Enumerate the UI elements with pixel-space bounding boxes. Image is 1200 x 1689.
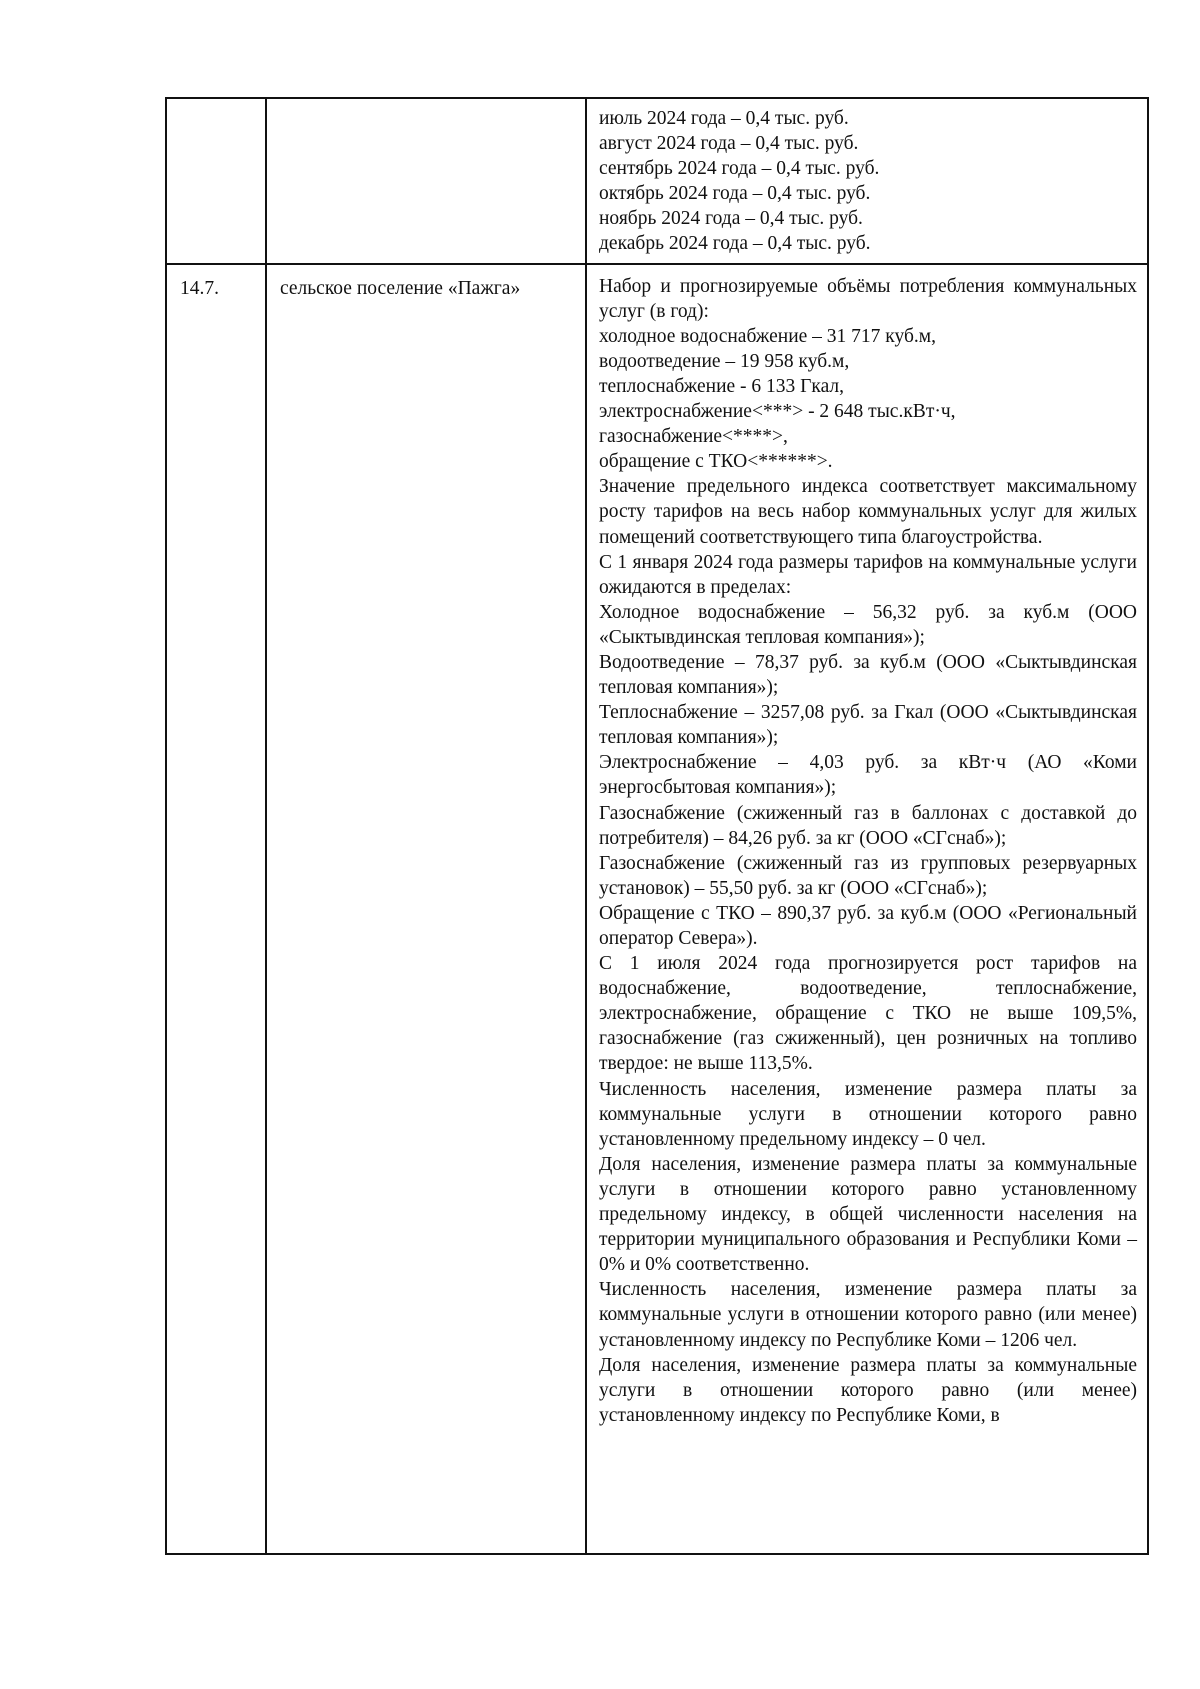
paragraph: Газоснабжение (сжиженный газ из групповых резервуарных установок) – 55,50 руб. за кг (ООО «СГснаб»);	[599, 852, 1137, 899]
paragraph: Газоснабжение (сжиженный газ в баллонах с доставкой до потребителя) – 84,26 руб. за кг (ООО «СГснаб»);	[599, 802, 1137, 849]
paragraph: Электроснабжение – 4,03 руб. за кВт·ч (АО «Коми энергосбытовая компания»);	[599, 752, 1137, 799]
paragraph: Холодное водоснабжение – 56,32 руб. за куб.м (ООО «Сыктывдинская тепловая компания»);	[599, 601, 1137, 648]
entity-name: сельское поселение «Пажга»	[280, 277, 521, 299]
row-number: 14.7.	[180, 277, 219, 299]
paragraph: Водоотведение – 78,37 руб. за куб.м (ООО «Сыктывдинская тепловая компания»);	[599, 651, 1137, 699]
paragraph: Обращение с ТКО – 890,37 руб. за куб.м (ООО «Региональный оператор Севера»).	[599, 902, 1137, 949]
list-item: сентябрь 2024 года – 0,4 тыс. руб.	[599, 158, 880, 180]
paragraph: С 1 января 2024 года размеры тарифов на коммунальные услуги ожидаются в пределах:	[599, 551, 1137, 598]
paragraph: электроснабжение<***> - 2 648 тыс.кВт·ч,	[599, 401, 956, 423]
paragraph: газоснабжение<****>,	[599, 426, 788, 448]
paragraph: водоотведение – 19 958 куб.м,	[599, 350, 850, 372]
paragraph: Набор и прогнозируемые объёмы потребления коммунальных услуг (в год):	[599, 275, 1137, 322]
paragraph: холодное водоснабжение – 31 717 куб.м,	[599, 325, 936, 347]
entity-cell	[266, 98, 586, 264]
list-item: октябрь 2024 года – 0,4 тыс. руб.	[599, 183, 871, 205]
number-cell	[166, 98, 266, 264]
paragraph: С 1 июля 2024 года прогнозируется рост тарифов на водоснабжение, водоотведение, теплоснабжение, электроснабжение, обращение с ТКО не выше 109,5%, газоснабжение (газ сжиженный), цен розничных на топливо твердое: не выше 113,5%.	[599, 953, 1137, 1075]
row-number	[167, 99, 265, 109]
content-cell	[586, 264, 1148, 1554]
paragraph: обращение с ТКО<******>.	[599, 451, 833, 473]
paragraph: теплоснабжение - 6 133 Гкал,	[599, 375, 845, 397]
number-cell	[166, 264, 266, 1554]
table-row	[166, 264, 1148, 1554]
entity-name	[267, 99, 585, 109]
list-item: июль 2024 года – 0,4 тыс. руб.	[599, 108, 849, 129]
paragraph: Доля населения, изменение размера платы за коммунальные услуги в отношении которого равно (или менее) установленному индексу по Республике Коми, в	[599, 1354, 1137, 1426]
tariff-table	[165, 97, 1149, 1555]
paragraph: Теплоснабжение – 3257,08 руб. за Гкал (ООО «Сыктывдинская тепловая компания»);	[599, 702, 1137, 749]
paragraph: Численность населения, изменение размера платы за коммунальные услуги в отношении которого равно установленному предельному индексу – 0 чел.	[599, 1078, 1137, 1150]
content-cell	[586, 98, 1148, 264]
monthly-payments-list	[587, 99, 1147, 263]
table-row	[166, 98, 1148, 264]
paragraph: Численность населения, изменение размера платы за коммунальные услуги в отношении которого равно (или менее) установленному индексу по Республике Коми – 1206 чел.	[599, 1279, 1137, 1351]
entity-cell	[266, 264, 586, 1554]
paragraph: Значение предельного индекса соответствует максимальному росту тарифов на весь набор коммунальных услуг для жилых помещений соответствующего типа благоустройства.	[599, 476, 1137, 548]
tariff-description	[587, 265, 1147, 1433]
paragraph: Доля населения, изменение размера платы за коммунальные услуги в отношении которого равно установленному предельному индексу, в общей численности населения на территории муниципального образования и Республики Коми – 0% и 0% соответственно.	[599, 1153, 1137, 1276]
list-item: август 2024 года – 0,4 тыс. руб.	[599, 133, 859, 155]
list-item: ноябрь 2024 года – 0,4 тыс. руб.	[599, 208, 863, 230]
list-item: декабрь 2024 года – 0,4 тыс. руб.	[599, 233, 871, 255]
